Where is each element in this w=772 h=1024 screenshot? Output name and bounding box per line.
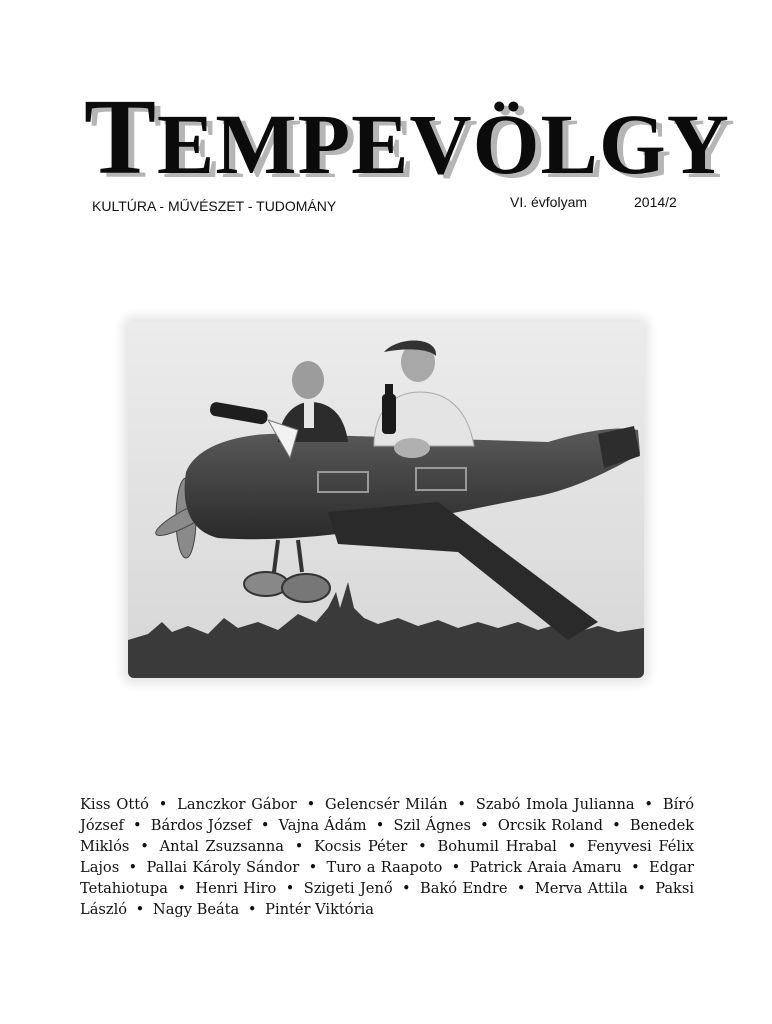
contributors-list — [80, 794, 694, 920]
bullet-separator: • — [132, 817, 142, 834]
bullet-separator: • — [294, 838, 304, 855]
bullet-separator: • — [308, 859, 318, 876]
bullet-separator: • — [457, 796, 466, 813]
masthead — [0, 78, 772, 197]
contributor-name: Vajna Ádám — [278, 817, 367, 834]
contributor-name: Turo a Raapoto — [326, 859, 443, 876]
issue-number: 2014/2 — [634, 194, 677, 210]
contributor-name: Bíró József — [80, 796, 695, 834]
contributor-name: Kocsis Péter — [314, 838, 408, 855]
bullet-separator: • — [306, 796, 316, 813]
tagline: KULTÚRA - MŰVÉSZET - TUDOMÁNY — [92, 198, 337, 214]
bullet-separator: • — [375, 817, 385, 834]
contributor-name: Lanczkor Gábor — [177, 796, 297, 813]
contributor-name: Merva Attila — [534, 880, 628, 897]
vintage-airplane-photo-icon — [128, 322, 644, 678]
contributor-name: Bárdos József — [150, 817, 252, 834]
contributor-name: Paksi László — [80, 880, 695, 918]
contributor-name: Szabó Imola Julianna — [475, 796, 635, 813]
bullet-separator: • — [247, 901, 257, 918]
magazine-title — [84, 78, 730, 197]
bullet-separator: • — [480, 817, 489, 834]
bullet-separator: • — [402, 880, 411, 897]
contributor-name: Pallai Károly Sándor — [146, 859, 300, 876]
contributor-name: Gelencsér Milán — [325, 796, 448, 813]
bullet-separator: • — [260, 817, 270, 834]
contributor-name: Orcsik Roland — [497, 817, 604, 834]
volume-label: VI. évfolyam — [510, 194, 588, 210]
bullet-separator: • — [285, 880, 295, 897]
title-initial: T — [84, 78, 158, 197]
contributor-name: Szigeti Jenő — [303, 880, 393, 897]
bullet-separator: • — [637, 880, 646, 897]
contributor-name: Bakó Endre — [420, 880, 508, 897]
bullet-separator: • — [612, 817, 621, 834]
title-rest: EMPEVÖLGY — [157, 96, 730, 192]
contributor-name: Benedek Miklós — [80, 817, 695, 855]
bullet-separator: • — [451, 859, 461, 876]
bullet-separator: • — [140, 838, 149, 855]
contributor-name: Pintér Viktória — [265, 901, 374, 918]
contributor-name: Nagy Beáta — [152, 901, 240, 918]
contributor-name: Antal Zsuzsanna — [159, 838, 284, 855]
bullet-separator: • — [418, 838, 427, 855]
bullet-separator: • — [567, 838, 577, 855]
bullet-separator: • — [128, 859, 138, 876]
bullet-separator: • — [516, 880, 526, 897]
bullet-separator: • — [644, 796, 654, 813]
bullet-separator: • — [177, 880, 186, 897]
bullet-separator: • — [631, 859, 640, 876]
bullet-separator: • — [158, 796, 168, 813]
bullet-separator: • — [135, 901, 145, 918]
contributor-name: Henri Hiro — [195, 880, 277, 897]
contributor-name: Fenyvesi Félix Lajos — [80, 838, 694, 876]
contributor-name: Edgar Tetahiotupa — [80, 859, 695, 897]
cover-photo — [128, 322, 644, 678]
contributor-name: Patrick Araia Amaru — [469, 859, 622, 876]
contributor-name: Kiss Ottó — [80, 796, 149, 813]
contributor-name: Bohumil Hrabal — [437, 838, 557, 855]
contributor-name: Szil Ágnes — [393, 817, 472, 834]
